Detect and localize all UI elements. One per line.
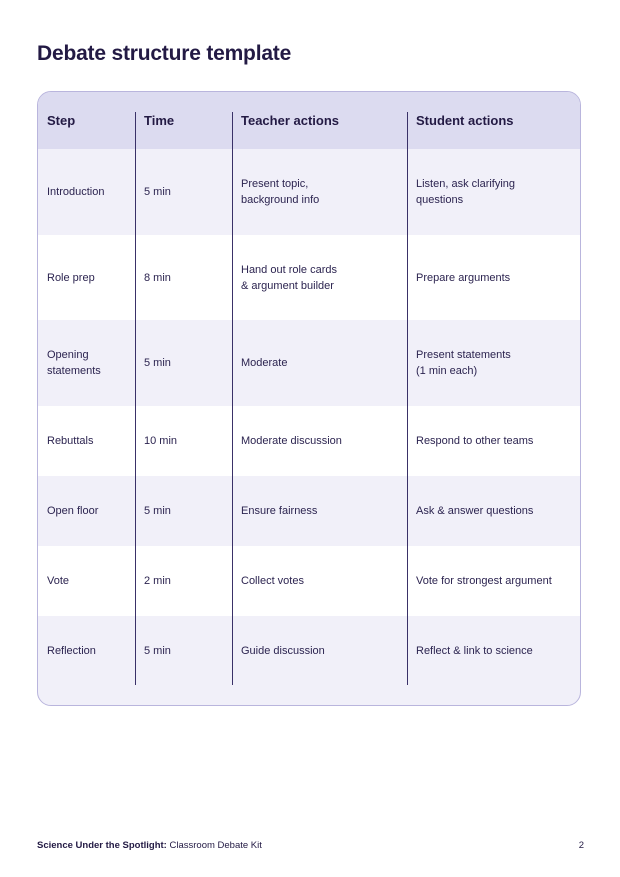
- cell-time: 2 min: [144, 575, 171, 587]
- cell-time: 5 min: [144, 505, 171, 517]
- cell-teacher-actions: Present topic, background info: [241, 178, 320, 206]
- cell-teacher-actions: Hand out role cards & argument builder: [241, 263, 337, 292]
- header-teacher-actions: Teacher actions: [241, 113, 340, 128]
- footer-kit-title: Science Under the Spotlight:: [37, 840, 167, 851]
- cell-student-actions: Vote for strongest argument: [416, 575, 552, 587]
- cell-time: 5 min: [144, 357, 171, 369]
- header-student-actions: Student actions: [416, 113, 514, 128]
- table-row: [38, 546, 580, 616]
- cell-step: Opening statements: [47, 349, 101, 377]
- cell-teacher-actions: Collect votes: [241, 575, 304, 587]
- cell-step: Open floor: [47, 505, 99, 517]
- table-row: [38, 235, 580, 320]
- cell-student-actions: Present statements (1 min each): [416, 349, 511, 377]
- cell-time: 5 min: [144, 186, 171, 198]
- cell-teacher-actions: Guide discussion: [241, 645, 325, 657]
- debate-structure-table: [37, 91, 581, 706]
- cell-step: Vote: [47, 575, 70, 587]
- page-title: Debate structure template: [37, 42, 292, 65]
- cell-step: Reflection: [47, 645, 96, 657]
- table-row: [38, 149, 580, 235]
- cell-student-actions: Prepare arguments: [416, 271, 511, 284]
- column-divider: [135, 112, 136, 685]
- column-divider: [232, 112, 233, 685]
- cell-step: Introduction: [47, 186, 105, 198]
- page-number: 2: [578, 840, 584, 851]
- cell-time: 10 min: [144, 435, 178, 447]
- header-step: Step: [47, 113, 76, 128]
- cell-time: 8 min: [144, 271, 171, 284]
- column-divider: [407, 112, 408, 685]
- table-row: [38, 616, 580, 686]
- header-time: Time: [144, 113, 175, 128]
- table-header-row: [38, 92, 580, 149]
- footer: [37, 840, 262, 851]
- table-row: [38, 320, 580, 406]
- table-row: [38, 406, 580, 476]
- cell-student-actions: Listen, ask clarifying questions: [416, 178, 516, 206]
- cell-step: Rebuttals: [47, 435, 94, 447]
- cell-student-actions: Reflect & link to science: [416, 645, 533, 657]
- footer-kit-subtitle: Classroom Debate Kit: [169, 840, 262, 851]
- cell-teacher-actions: Moderate discussion: [241, 435, 342, 447]
- cell-step: Role prep: [47, 271, 95, 284]
- cell-teacher-actions: Ensure fairness: [241, 505, 318, 517]
- cell-student-actions: Ask & answer questions: [416, 505, 534, 517]
- table-row: [38, 476, 580, 546]
- cell-student-actions: Respond to other teams: [416, 435, 534, 447]
- cell-time: 5 min: [144, 645, 171, 657]
- cell-teacher-actions: Moderate: [241, 357, 288, 369]
